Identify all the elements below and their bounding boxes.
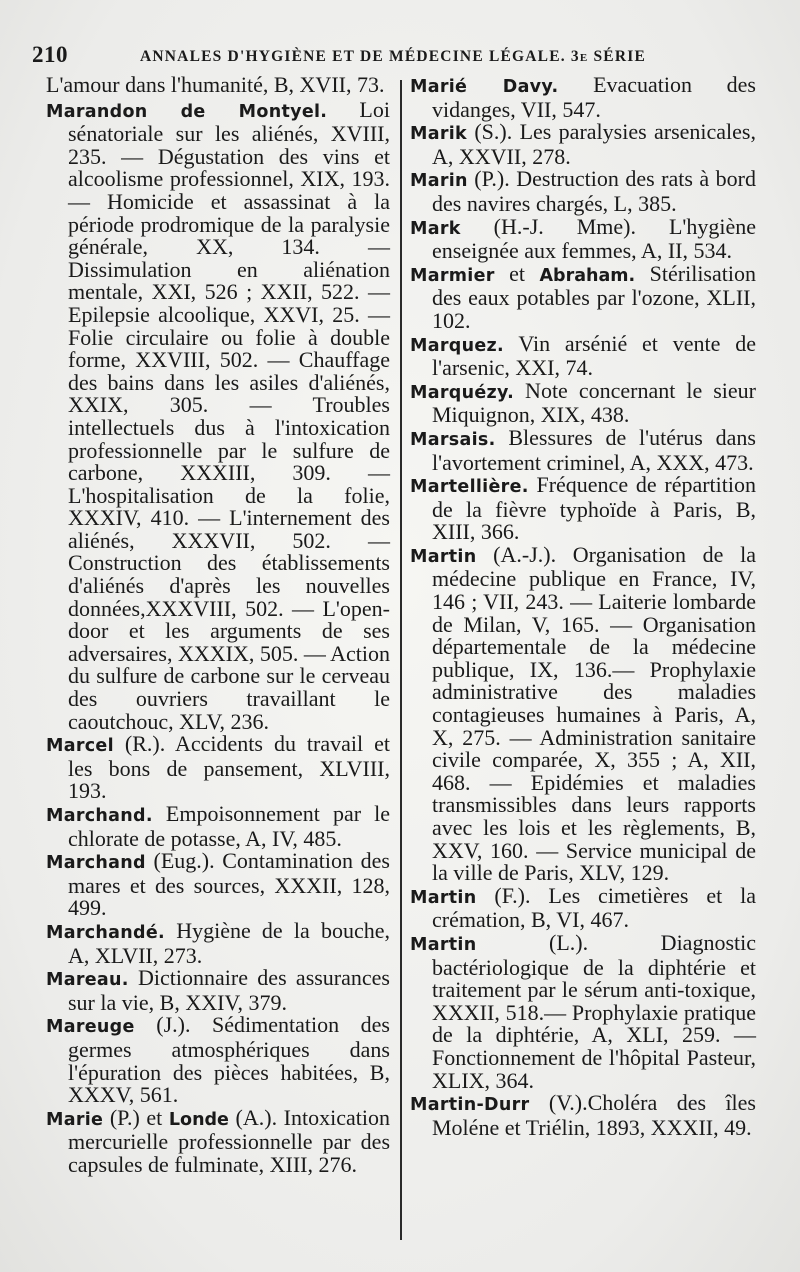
entry-text-cont: (A.). Intoxication mercurielle professionnelle par des capsules de fulminate, XIII, 276. [68,1104,390,1177]
entry-name: Marié Davy. [410,77,559,97]
index-entry [410,213,756,264]
entry-name: Martellière. [410,477,529,498]
entry-name: Marmier [410,265,495,286]
entry-text: Loi sénatoriale sur les aliénés, XVIII, 235. — Dégustation des vins et alcoolisme professionnel, XIX, 193. — Homicide et assassinat à la période prodromique de la paralysie générale, XX, 134. — Dissimulation en aliénation mentale, XXI, 526 ; XXII, 522. — Epilepsie alcoolique, XXVI, 25. — Folie circulaire ou folie à double forme, XXVIII, 502. — Chauffage des bains dans les asiles d'aliénés, XXIX, 305. — Troubles intellectuels dus à l'intoxication professionnelle par le sulfure de carbone, XXXIII, 309. — L'hospitalisation de la folie, XXXIV, 410. — L'internement des aliénés, XXXVII, 502. — Construction des établissements d'aliénés d'après les nouvelles données,XXXVIII, 502. — L'open-door et les arguments de ses adversaires, XXXIX, 505. — Action du sulfure de carbone sur le cerveau des ouvriers travaillant le caoutchouc, XLV, 236. [68,96,390,734]
index-entry [410,929,756,1093]
entry-name: Marik [410,124,467,145]
index-entry [410,260,756,333]
entry-text: Blessures de l'utérus dans l'avortement criminel, A, XXX, 473. [432,424,756,475]
entry-coauthor: Londe [168,1109,229,1130]
entry-name: Marquez. [410,335,504,356]
entry-coauthor: Abraham. [539,265,636,286]
entry-name: Mark [410,218,461,239]
entry-text: L'amour dans l'humanité, B, XVII, 73. [46,72,385,97]
entry-text: (P.). Destruction des rats à bord des navires chargés, L, 385. [432,166,756,216]
index-entry [46,803,390,850]
entry-text: Empoisonnement par le chlorate de potasse, A, IV, 485. [68,801,390,851]
running-title: ANNALES D'HYGIÈNE ET DE MÉDECINE LÉGALE. 3e SÉRIE [140,48,646,65]
column-divider [400,80,402,1240]
index-entry [46,917,390,968]
entry-name: Marcel [46,736,114,757]
index-entry [46,74,390,99]
entry-text: Evacuation des vidanges, VII, 547. [432,72,756,122]
entry-text: (Eug.). Contamination des mares et des sources, XXXII, 128, 499. [68,848,390,921]
entry-text: Vin arsénié et vente de l'arsenic, XXI, 74. [432,330,756,381]
entry-name: Martin [410,887,477,908]
entry-name: Martin [410,934,477,955]
index-entry [410,74,756,121]
right-column [410,74,756,1139]
index-entry [46,967,390,1014]
entry-name: Marchand [46,853,146,874]
entry-text: (H.-J. Mme). L'hygiène enseignée aux femmes, A, II, 534. [432,213,756,264]
entry-name: Marchand. [46,806,153,826]
entry-text: Note concernant le sieur Miquignon, XIX, 438. [432,377,756,428]
entry-text: (A.-J.). Organisation de la médecine publique en France, IV, 146 ; VII, 243. — Laiterie lombarde de Milan, V, 165. — Organisation départementale de la médecine publique, IX, 136.— Prophylaxie administrative des maladies contagieuses humaines à Paris, A, X, 275. — Administration sanitaire civile comparée, X, 355 ; A, XII, 468. — Epidémies et maladies transmissibles dans leurs rapports avec les lois et les règlements, B, XXV, 160. — Service municipal de la ville de Paris, XLV, 129. [432,541,756,886]
entry-text: (P.) et [103,1104,169,1130]
page-header [30,40,770,70]
entry-text: et [494,260,540,286]
entry-text: Dictionnaire des assurances sur la vie, B, XXIV, 379. [68,965,390,1015]
entry-text-cont: Stérilisation des eaux potables par l'ozone, XLII, 102. [432,260,756,333]
index-entry [46,96,390,734]
index-entry [410,882,756,933]
entry-name: Marandon de Montyel. [46,101,328,122]
entry-text: (J.). Sédimentation des germes atmosphériques dans l'épuration des pièces habitées, B, XXXV, 561. [68,1012,390,1108]
entry-name: Mareuge [46,1017,135,1038]
entry-name: Marie [46,1109,104,1130]
entry-name: Marquézy. [410,382,515,403]
index-entry [410,541,756,886]
entry-name: Marsais. [410,429,496,450]
index-entry [410,330,756,381]
entry-name: Mareau. [46,970,129,991]
entry-text: (L.). Diagnostic bactériologique de la diphtérie et traitement par le sérum anti-toxique, XXXII, 518.— Prophylaxie pratique de la diphtérie, A, XLI, 259. — Fonctionnement de l'hôpital Pasteur, XLIX, 364. [432,929,756,1093]
index-entry [46,1104,390,1177]
entry-text: (F.). Les cimetières et la crémation, B, VI, 467. [432,882,756,933]
page-number: 210 [32,42,68,67]
index-entry [410,377,756,428]
index-entry [46,733,390,803]
index-entry [410,168,756,215]
index-entry [410,121,756,168]
entry-name: Martin-Durr [410,1095,530,1116]
entry-name: Martin [410,546,477,567]
index-entry [410,1092,756,1139]
entry-text: (V.).Choléra des îles Moléne et Triélin, 1893, XXXII, 49. [432,1090,756,1140]
index-entry [410,424,756,475]
entry-text: Fréquence de répartition de la fièvre typhoïde à Paris, B, XIII, 366. [432,472,756,545]
index-entry [46,850,390,920]
index-entry [410,474,756,544]
entry-name: Marchandé. [46,922,165,943]
entry-text: Hygiène de la bouche, A, XLVII, 273. [68,917,390,968]
entry-name: Marin [410,171,468,192]
left-column [46,74,390,1177]
entry-text: (R.). Accidents du travail et les bons de pansement, XLVIII, 193. [68,731,390,804]
index-entry [46,1014,390,1106]
entry-text: (S.). Les paralysies arsenicales, A, XXVII, 278. [432,119,756,169]
